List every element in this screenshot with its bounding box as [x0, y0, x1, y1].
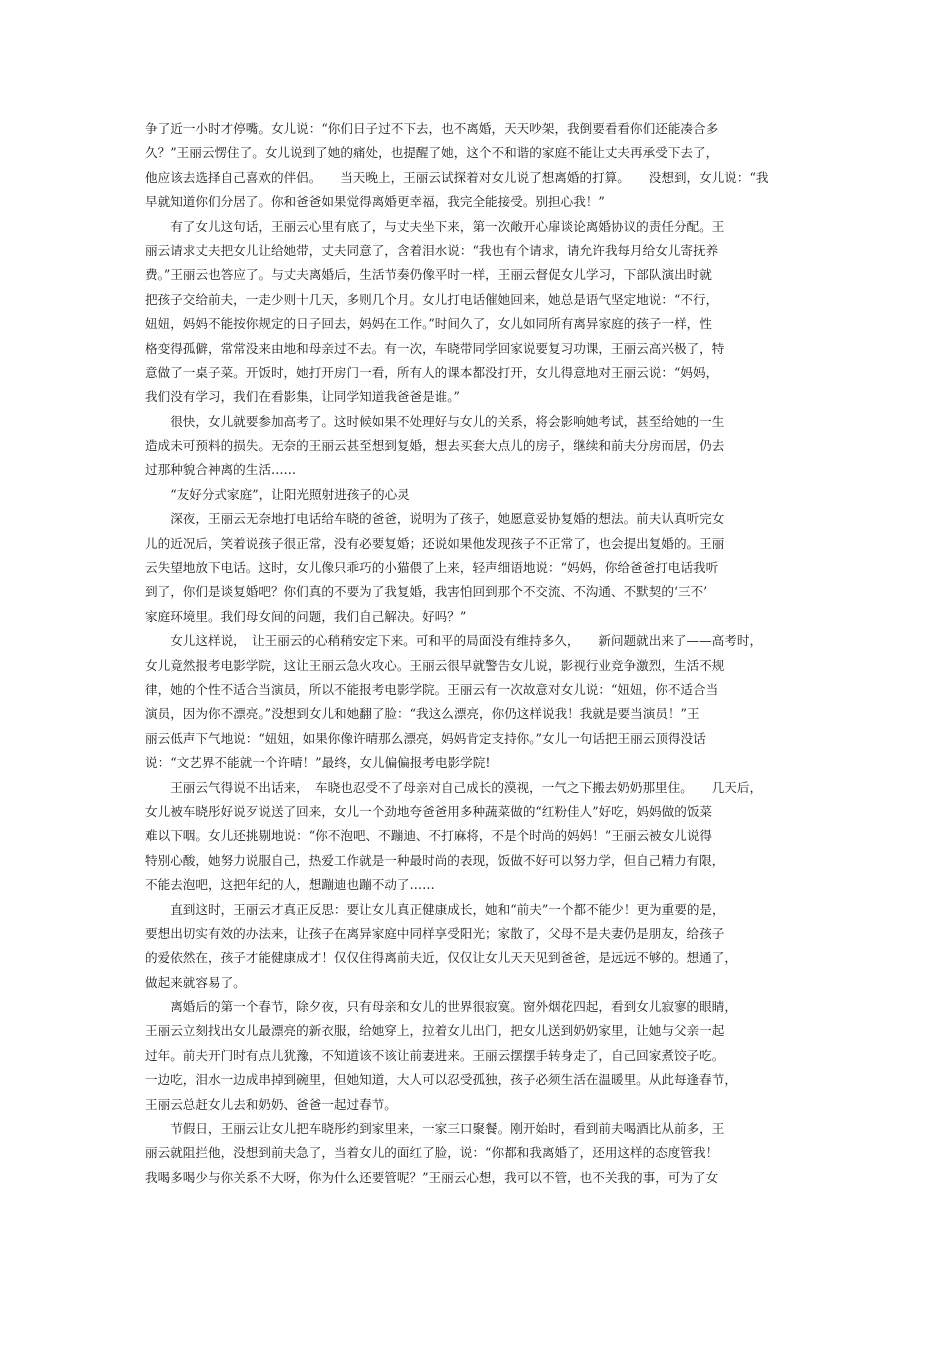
text-line: 意做了一桌子菜。开饭时，她打开房门一看，所有人的课本都没打开，女儿得意地对王丽云说：“妈妈，: [145, 364, 719, 380]
text-line: 深夜，王丽云无奈地打电话给车晓的爸爸，说明为了孩子，她愿意妥协复婚的想法。前夫认真听完女: [145, 511, 725, 527]
text-line: 节假日，王丽云让女儿把车晓彤约到家里来，一家三口聚餐。刚开始时，看到前夫喝酒比从前多，王: [145, 1121, 725, 1137]
text-line: 一边吃，泪水一边成串掉到碗里，但她知道，大人可以忍受孤独，孩子必须生活在温暖里。从此每逢春节，: [145, 1072, 737, 1088]
text-line: 特别心酸，她努力说服自己，热爱工作就是一种最时尚的表现，饭做不好可以努力学，但自己精力有限，: [145, 852, 725, 868]
text-line: 久？”王丽云愣住了。女儿说到了她的痛处，也提醒了她，这个不和谐的家庭不能让丈夫再承受下去了，: [145, 145, 719, 161]
text-line: 的爱依然在，孩子才能健康成才！仅仅住得离前夫近，仅仅让女儿天天见到爸爸，是远远不够的。想通了，: [145, 950, 737, 966]
text-line: 他应该去选择自己喜欢的伴侣。 当天晚上，王丽云试探着对女儿说了想离婚的打算。 没想到，女儿说：“我: [145, 169, 769, 185]
article-body: [145, 117, 810, 1190]
text-line: 王丽云总赶女儿去和奶奶、爸爸一起过春节。: [145, 1096, 397, 1112]
text-line: 格变得孤僻，常常没来由地和母亲过不去。有一次，车晓带同学回家说要复习功课，王丽云高兴极了，特: [145, 340, 725, 356]
text-line: 王丽云立刻找出女儿最漂亮的新衣服，给她穿上，拉着女儿出门，把女儿送到奶奶家里，让她与父亲一起: [145, 1023, 725, 1039]
text-line: 王丽云气得说不出话来， 车晓也忍受不了母亲对自己成长的漠视，一气之下搬去奶奶那里住。 几天后，: [145, 779, 763, 795]
text-line: 把孩子交给前夫，一走少则十几天，多则几个月。女儿打电话催她回来，她总是语气坚定地说：“不行，: [145, 291, 719, 307]
text-line: 直到这时，王丽云才真正反思：要让女儿真正健康成长，她和“前夫”一个都不能少！更为重要的是，: [145, 901, 725, 917]
text-line: 造成未可预料的损失。无奈的王丽云甚至想到复婚，想去买套大点儿的房子，继续和前夫分房而居，仍去: [145, 438, 725, 454]
text-line: 律，她的个性不适合当演员，所以不能报考电影学院。王丽云有一次故意对女儿说：“妞妞，你不适合当: [145, 681, 719, 697]
text-line: 很快，女儿就要参加高考了。这时候如果不处理好与女儿的关系，将会影响她考试，甚至给她的一生: [145, 413, 725, 429]
text-line: 我喝多喝少与你关系不大呀，你为什么还要管呢？”王丽云心想，我可以不管，也不关我的事，可为了女: [145, 1169, 719, 1185]
text-line: 女儿被车晓彤好说歹说送了回来，女儿一个劲地夸爸爸用多种蔬菜做的“红粉佳人”好吃，妈妈做的饭菜: [145, 803, 713, 819]
text-line: 过年。前夫开门时有点儿犹豫，不知道该不该让前妻进来。王丽云摆摆手转身走了，自己回家煮饺子吃。: [145, 1047, 725, 1063]
text-line: 丽云请求丈夫把女儿让给她带，丈夫同意了，含着泪水说：“我也有个请求，请允许我每月给女儿寄抚养: [145, 242, 719, 258]
text-line: 不能去泡吧，这把年纪的人，想蹦迪也蹦不动了……: [145, 877, 435, 893]
text-line: 费。”王丽云也答应了。与丈夫离婚后，生活节奏仍像平时一样，王丽云督促女儿学习，下部队演出时就: [145, 267, 712, 283]
text-line: 我们没有学习，我们在看影集，让同学知道我爸爸是谁。”: [145, 389, 460, 405]
text-line: 要想出切实有效的办法来，让孩子在离异家庭中同样享受阳光；家散了，父母不是夫妻仍是朋友，给孩子: [145, 925, 725, 941]
text-line: 家庭环境里。我们母女间的问题，我们自己解决。好吗？”: [145, 608, 467, 624]
text-line: 妞妞，妈妈不能按你规定的日子回去，妈妈在工作。”时间久了，女儿如同所有离异家庭的孩子一样，性: [145, 316, 712, 332]
text-line: 丽云就阻拦他，没想到前夫急了，当着女儿的面红了脸，说：“你都和我离婚了，还用这样的态度管我！: [145, 1145, 719, 1161]
text-line: 云失望地放下电话。这时，女儿像只乖巧的小猫偎了上来，轻声细语地说：“妈妈，你给爸爸打电话我听: [145, 560, 719, 576]
text-line: 有了女儿这句话，王丽云心里有底了，与丈夫坐下来，第一次敞开心扉谈论离婚协议的责任分配。王: [145, 218, 725, 234]
text-line: 离婚后的第一个春节，除夕夜，只有母亲和女儿的世界很寂寞。窗外烟花四起，看到女儿寂寥的眼睛，: [145, 999, 737, 1015]
text-line: 争了近一小时才停嘴。女儿说：“你们日子过不下去，也不离婚，天天吵架，我倒要看看你们还能凑合多: [145, 121, 719, 136]
text-line: 演员，因为你不漂亮。”没想到女儿和她翻了脸：“我这么漂亮，你仍这样说我！我就是要当演员！”王: [145, 706, 700, 722]
text-line: 丽云低声下气地说：“妞妞，如果你像许晴那么漂亮，妈妈肯定支持你。”女儿一句话把王丽云顶得没话: [145, 730, 706, 746]
text-line: 过那种貌合神离的生活……: [145, 462, 297, 478]
text-line: 到了，你们是谈复婚吧？你们真的不要为了我复婚，我害怕回到那个不交流、不沟通、不默契的‘三不’: [145, 584, 708, 600]
text-line: 难以下咽。女儿还挑剔地说：“你不泡吧、不蹦迪、不打麻将，不是个时尚的妈妈！”王丽云被女儿说得: [145, 828, 713, 844]
text-line: 说：“文艺界不能就一个许晴！”最终，女儿偏偏报考电影学院!: [145, 755, 491, 771]
text-line: 早就知道你们分居了。你和爸爸如果觉得离婚更幸福，我完全能接受。别担心我！”: [145, 194, 605, 210]
text-line: “友好分式家庭”，让阳光照射进孩子的心灵: [145, 486, 410, 502]
text-line: 做起来就容易了。: [145, 974, 246, 990]
text-line: 女儿竟然报考电影学院，这让王丽云急火攻心。王丽云很早就警告女儿说，影视行业竞争激烈，生活不规: [145, 657, 725, 673]
text-line: 女儿这样说， 让王丽云的心稍稍安定下来。可和平的局面没有维持多久， 新问题就出来了——高考时，: [145, 633, 763, 649]
text-line: 儿的近况后，笑着说孩子很正常，没有必要复婚；还说如果他发现孩子不正常了，也会提出复婚的。王丽: [145, 535, 725, 551]
